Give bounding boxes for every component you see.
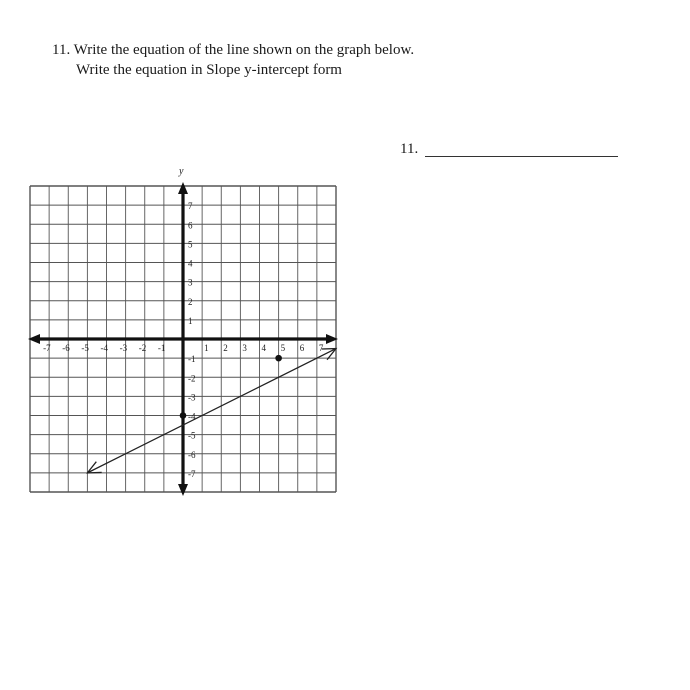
plotted-line	[87, 349, 336, 473]
x-tick-label: 7	[318, 343, 324, 353]
x-tick-label: 2	[223, 343, 228, 353]
x-tick-label: 6	[299, 343, 305, 353]
x-tick-label: 4	[261, 343, 266, 353]
y-axis-label: y	[179, 166, 184, 177]
x-tick-label: -6	[62, 343, 70, 353]
y-tick-label: -1	[188, 354, 196, 365]
y-tick-label: -6	[188, 449, 196, 460]
x-tick-label: -7	[43, 343, 51, 353]
x-tick-label: -2	[138, 343, 147, 353]
y-tick-label: -7	[188, 468, 196, 479]
x-tick-label: -3	[119, 343, 128, 353]
answer-label: 11.	[400, 141, 419, 157]
y-tick-label: 5	[188, 239, 193, 250]
y-axis-down-arrow-icon	[178, 484, 188, 496]
axes	[28, 182, 338, 496]
question-text: 11. Write the equation of the line shown on the graph below.	[52, 42, 415, 58]
x-tick-label: 1	[204, 343, 209, 353]
x-tick-label: -4	[100, 343, 108, 353]
x-tick-label: -1	[157, 343, 166, 353]
y-tick-label: -3	[188, 392, 196, 403]
y-tick-label: 3	[188, 277, 193, 288]
y-tick-label: 2	[188, 296, 193, 307]
y-tick-label: 7	[188, 201, 193, 212]
y-tick-label: -4	[188, 411, 196, 422]
graphed-line	[87, 349, 336, 473]
y-tick-label: 4	[188, 258, 193, 269]
y-tick-label: -5	[188, 430, 196, 441]
question-instruction: Write the equation in Slope y-intercept form	[76, 62, 342, 78]
y-axis-up-arrow-icon	[178, 182, 188, 194]
plotted-points	[180, 355, 282, 419]
x-tick-label: -5	[81, 343, 89, 353]
plotted-point	[275, 355, 282, 362]
x-tick-label: 5	[280, 343, 286, 353]
x-tick-label: 3	[242, 343, 247, 353]
y-tick-label: 1	[188, 315, 193, 326]
plotted-point	[180, 412, 187, 419]
y-tick-label: -2	[188, 373, 196, 384]
y-tick-label: 6	[188, 220, 193, 231]
